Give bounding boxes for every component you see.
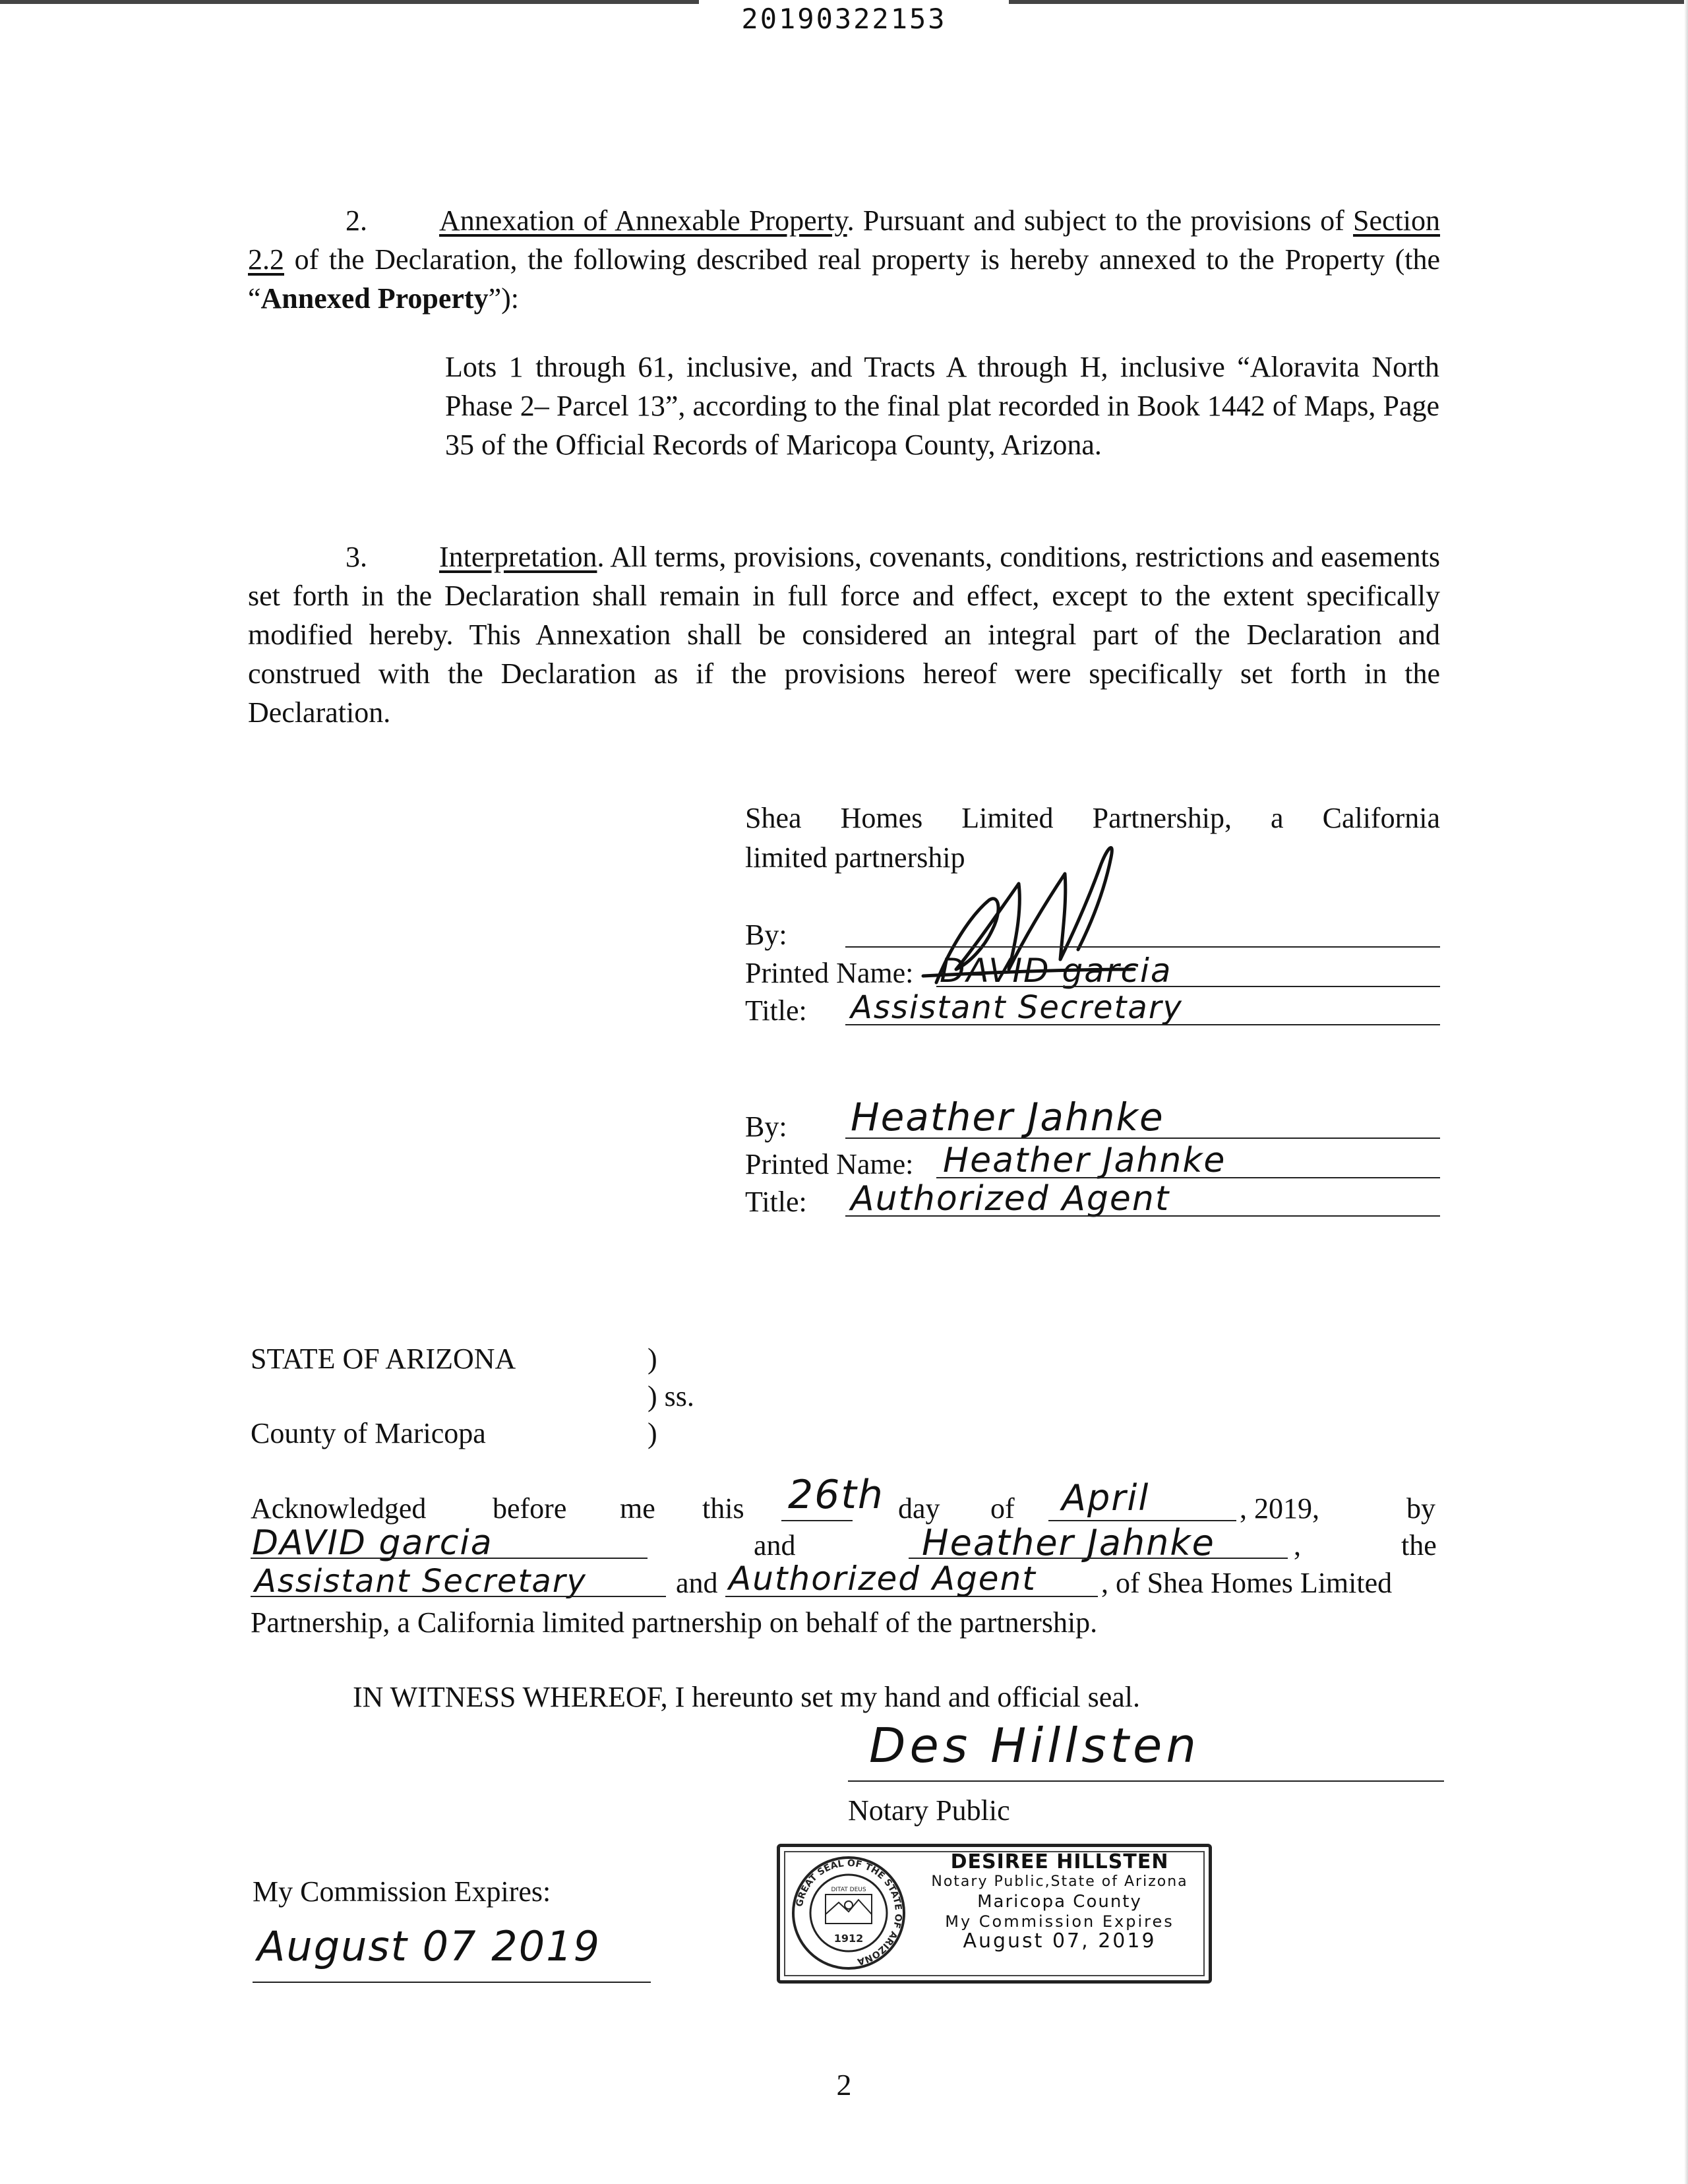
section-2-text-c: ”): <box>488 282 519 315</box>
printed-name-2: Heather Jahnke <box>943 1141 1226 1180</box>
seal-ring-text: GREAT SEAL OF THE STATE OF ARIZONA <box>794 1858 904 1967</box>
ack-title-2-line <box>725 1596 1098 1597</box>
ack-line-3-tail: , of Shea Homes Limited <box>1101 1567 1393 1599</box>
recording-number: 20190322153 <box>741 3 947 35</box>
notary-public-label: Notary Public <box>848 1794 1010 1827</box>
defined-term: Annexed Property <box>260 282 489 315</box>
printed-name-line-1 <box>936 986 1440 987</box>
ack-title-1-line <box>251 1596 666 1597</box>
page-number: 2 <box>836 2068 852 2102</box>
stamp-line-5: August 07, 2019 <box>963 1929 1157 1953</box>
ack-day-handwritten: 26th <box>788 1472 884 1518</box>
scan-edge-right <box>1684 0 1688 2184</box>
ack-title-1-handwritten: Assistant Secretary <box>255 1563 587 1600</box>
ack-name-2-handwritten: Heather Jahnke <box>922 1522 1215 1563</box>
ack-word-and-2: and <box>676 1567 718 1599</box>
stamp-notary-name: DESIREE HILLSTEN <box>950 1850 1169 1873</box>
section-2-text-a: . Pursuant and subject to the provisions of <box>847 204 1354 237</box>
section-3-paragraph <box>248 537 1440 732</box>
notary-signature-line <box>848 1780 1444 1782</box>
ack-word-this: this <box>702 1492 744 1525</box>
venue-ss: ) ss. <box>648 1380 694 1412</box>
title-1: Assistant Secretary <box>851 989 1183 1026</box>
title-label-1: Title: <box>745 994 807 1027</box>
by-label-2: By: <box>745 1110 787 1143</box>
ack-year: , 2019, <box>1240 1492 1319 1525</box>
ack-title-2-handwritten: Authorized Agent <box>729 1560 1037 1598</box>
title-label-2: Title: <box>745 1186 807 1218</box>
entity-line-1 <box>745 801 1440 835</box>
ack-word-and-1: and <box>754 1529 796 1562</box>
venue-paren-1: ) <box>648 1343 657 1375</box>
section-2-paragraph <box>248 201 1440 318</box>
ack-name-2-line <box>909 1558 1288 1559</box>
stamp-line-4: My Commission Expires <box>945 1912 1174 1931</box>
entity-name: Shea Homes Limited Partnership, a California <box>745 802 1440 834</box>
commission-label: My Commission Expires: <box>253 1875 551 1908</box>
section-2-text-b: of the Declaration, the following described real property is hereby annexed to the Property (the “ <box>248 243 1440 315</box>
section-3-number: 3. <box>346 541 367 573</box>
venue-paren-3: ) <box>648 1417 657 1449</box>
notary-signature: Des Hillsten <box>869 1718 1200 1773</box>
section-2-heading: Annexation of Annexable Property <box>439 204 847 237</box>
title-line-2 <box>845 1215 1440 1217</box>
section-3-text: . All terms, provisions, covenants, conditions, restrictions and easements set forth in the Declaration shall remain in full force and effect, except to the extent specifically modified hereby. This Annexation shall be considered an integral part of the Declaration and construed with the Declaration as if the provisions hereof were specifically set forth in the Declaration. <box>248 541 1440 729</box>
ack-word-day: day <box>898 1492 940 1525</box>
legal-description: Lots 1 through 61, inclusive, and Tracts A through H, inclusive “Aloravita North Phase 2– Parcel 13”, according to the final plat recorded in Book 1442 of Maps, Page 35 of the Official Records of Maricopa County, Arizona. <box>445 351 1439 461</box>
title-2: Authorized Agent <box>851 1179 1170 1219</box>
section-2-number: 2. <box>346 204 367 237</box>
entity-line-2: limited partnership <box>745 841 965 874</box>
seal-motto: DITAT DEUS <box>831 1887 866 1893</box>
ack-month-line <box>1048 1520 1236 1521</box>
stamp-line-2: Notary Public,State of Arizona <box>931 1873 1188 1890</box>
printed-name-line-2 <box>936 1177 1440 1178</box>
ack-word-of: of <box>990 1492 1015 1525</box>
ack-word-before: before <box>493 1492 567 1525</box>
ack-word-by: by <box>1406 1492 1435 1525</box>
ack-word-me: me <box>620 1492 655 1525</box>
witness-line: IN WITNESS WHEREOF, I hereunto set my hand and official seal. <box>353 1681 1141 1713</box>
ack-line-4: Partnership, a California limited partnership on behalf of the partnership. <box>251 1606 1098 1639</box>
ack-month-handwritten: April <box>1062 1477 1150 1519</box>
ack-word-acknowledged: Acknowledged <box>251 1492 427 1525</box>
ack-name-1-handwritten: DAVID garcia <box>252 1523 493 1563</box>
commission-date-handwritten: August 07 2019 <box>257 1922 601 1970</box>
stamp-line-3: Maricopa County <box>977 1892 1142 1912</box>
venue-state: STATE OF ARIZONA <box>251 1343 516 1375</box>
signature-2: Heather Jahnke <box>851 1095 1164 1139</box>
seal-year: 1912 <box>833 1932 864 1945</box>
signature-line-2 <box>845 1138 1440 1139</box>
printed-name-1: DAVID garcia <box>940 952 1172 990</box>
printed-name-label-2: Printed Name: <box>745 1148 914 1180</box>
title-line-1 <box>845 1024 1440 1025</box>
notary-stamp <box>777 1844 1212 1984</box>
ack-comma: , <box>1294 1529 1301 1562</box>
ack-day-line <box>781 1520 853 1521</box>
stamp-text <box>909 1852 1210 1951</box>
ack-word-the: the <box>1401 1529 1437 1562</box>
venue-county: County of Maricopa <box>251 1417 486 1449</box>
printed-name-label-1: Printed Name: <box>745 957 914 989</box>
commission-date-line <box>253 1982 651 1983</box>
section-reference: Section 2.2 <box>248 204 1440 276</box>
state-seal-icon <box>789 1854 908 1972</box>
by-label-1: By: <box>745 919 787 951</box>
signature-line-1 <box>845 946 1440 948</box>
section-3-heading: Interpretation <box>439 541 597 573</box>
ack-name-1-line <box>251 1558 648 1559</box>
